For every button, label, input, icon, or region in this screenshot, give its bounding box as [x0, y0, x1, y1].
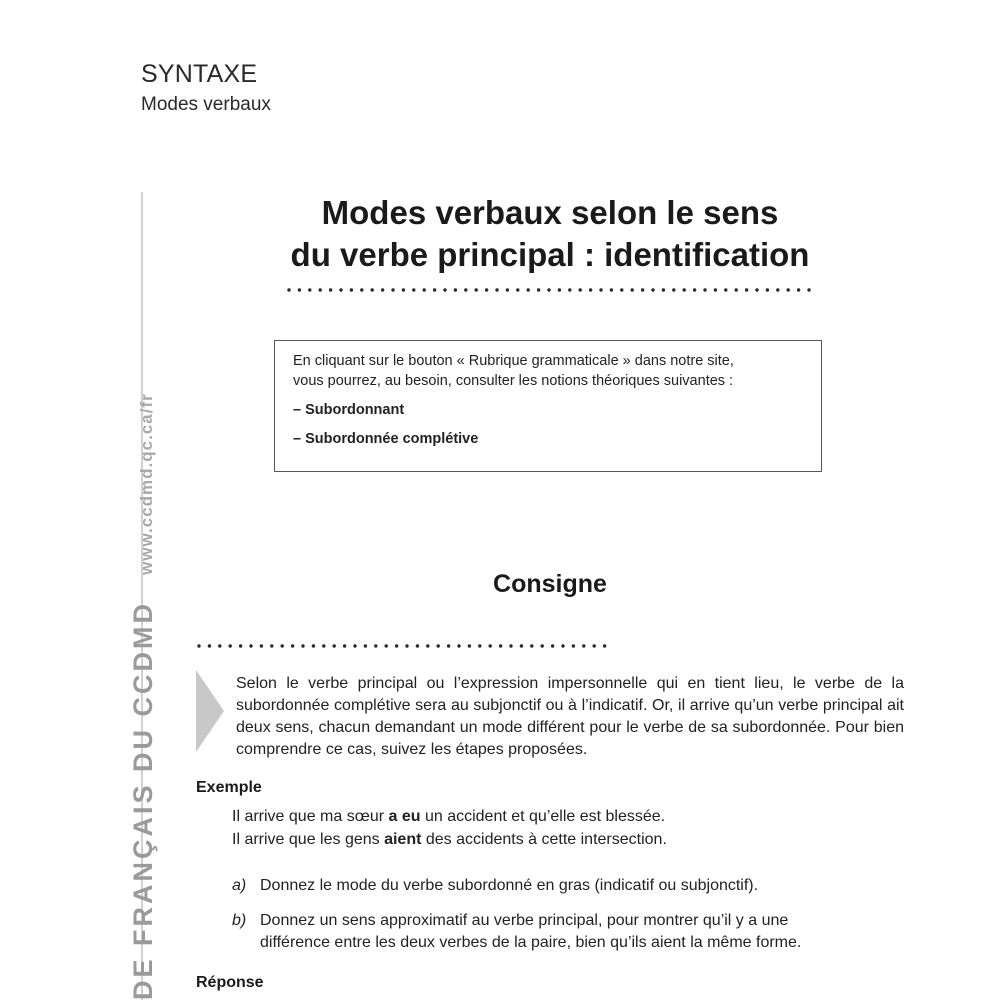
section-title: SYNTAXE	[141, 60, 258, 88]
question-b	[232, 910, 904, 954]
example-1-text-before: Il arrive que ma sœur	[232, 808, 389, 825]
example-1-verb: a eu	[388, 808, 421, 825]
consigne-dotted-rule	[197, 643, 607, 649]
question-b-text-line-2: différence entre les deux verbes de la paire, bien qu’ils aient la même forme.	[260, 934, 802, 951]
question-a-letter: a)	[232, 877, 247, 894]
page-title-line-1: Modes verbaux selon le sens	[321, 194, 779, 231]
example-2-text-after: des accidents à cette intersection.	[421, 831, 667, 848]
question-b-text-line-1: Donnez un sens approximatif au verbe principal, pour montrer qu’il y a une	[260, 912, 789, 929]
note-line-2: vous pourrez, au besoin, consulter les notions théoriques suivantes :	[293, 373, 734, 389]
page-title-line-2: du verbe principal : identification	[290, 236, 810, 273]
title-dotted-rule	[287, 287, 811, 293]
triangle-arrow-icon	[196, 670, 224, 752]
note-item-subordonnant: – Subordonnant	[293, 402, 405, 418]
example-sentence-1	[232, 808, 665, 826]
question-b-letter: b)	[232, 912, 247, 929]
consigne-text: Selon le verbe principal ou l’expression impersonnelle qui en tient lieu, le verbe de la subordonnée complétive sera au subjonctif ou à l’indicatif. Or, il arrive qu’un verbe principal ait deux sens, chacun demandant un mode différent pour le verbe de sa subordonnée. Pour bien comprendre ce cas, suivez les étapes proposées.	[236, 675, 904, 758]
side-publisher: DE FRANÇAIS DU CCDMD	[128, 601, 158, 1000]
theory-note-box	[274, 340, 822, 472]
note-line-1: En cliquant sur le bouton « Rubrique grammaticale » dans notre site,	[293, 353, 734, 369]
side-banner	[128, 393, 159, 1000]
question-a-text: Donnez le mode du verbe subordonné en gras (indicatif ou subjonctif).	[260, 877, 759, 894]
example-2-verb: aient	[384, 831, 422, 848]
side-url: www.ccdmd.qc.ca/fr	[137, 393, 156, 575]
page-title	[250, 192, 850, 276]
reponse-label: Réponse	[196, 974, 264, 991]
example-2-text-before: Il arrive que les gens	[232, 831, 385, 848]
example-1-text-after: un accident et qu’elle est blessée.	[420, 808, 666, 825]
question-a	[232, 875, 904, 897]
note-item-subordonnee-completive: – Subordonnée complétive	[293, 431, 479, 447]
consigne-heading: Consigne	[493, 570, 607, 598]
exemple-label: Exemple	[196, 779, 262, 796]
example-sentence-2	[232, 831, 667, 849]
section-subtitle: Modes verbaux	[141, 94, 271, 115]
